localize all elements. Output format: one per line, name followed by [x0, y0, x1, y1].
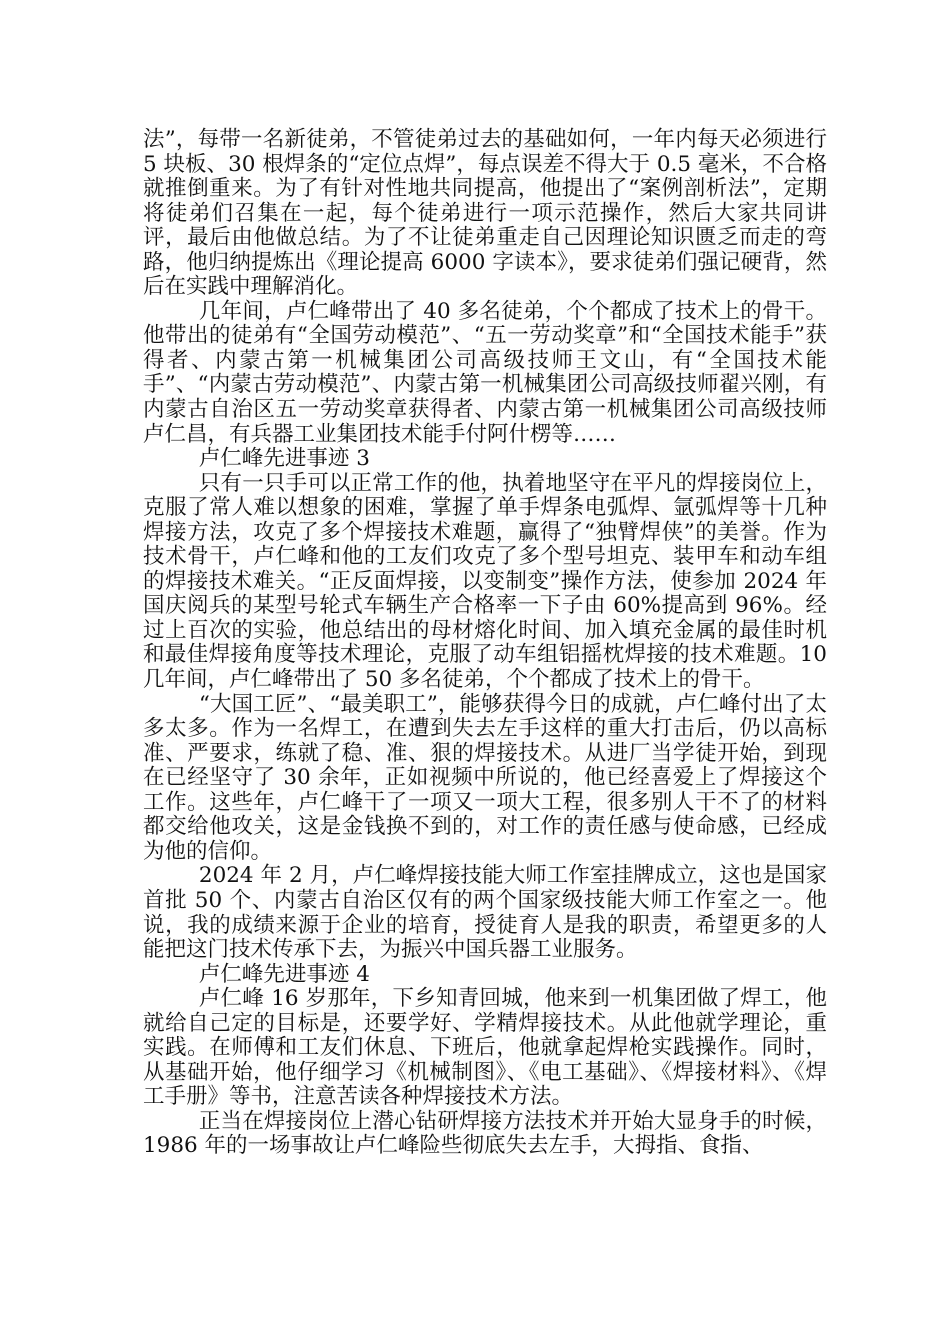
paragraph-1: 法”，每带一名新徒弟，不管徒弟过去的基础如何，一年内每天必须进行 5 块板、30 根焊条的“定位点焊”，每点误差不得大于 0.5 毫米，不合格就推倒重来。为了有针对性地共同提高，他提出了“案例剖析法”，定期将徒弟们召集在一起，每个徒弟进行一项示范操作，然后大家共同讲评，最后由他做总结。为了不让徒弟重走自己因理论知识匮乏而走的弯路，他归纳提炼出《理论提高 6000 字读本》，要求徒弟们强记硬背，然后在实践中理解消化。: [143, 127, 827, 300]
document-page: [143, 128, 827, 1159]
section-heading-4: 卢仁峰先进事迹 4: [198, 961, 370, 987]
paragraph-4: “大国工匠”、“最美职工”，能够获得今日的成就，卢仁峰付出了太多太多。作为一名焊工，在遭到失去左手这样的重大打击后，仍以高标准、严要求，练就了稳、准、狠的焊接技术。从进厂当学徒开始，到现在已经坚守了 30 余年，正如视频中所说的，他已经喜爱上了焊接这个工作。这些年，卢仁峰干了一项又一项大工程，很多别人干不了的材料都交给他攻关，这是金钱换不到的，对工作的责任感与使命感，已经成为他的信仰。: [143, 691, 827, 864]
paragraph-2: 几年间，卢仁峰带出了 40 多名徒弟，个个都成了技术上的骨干。他带出的徒弟有“全国劳动模范”、“五一劳动奖章”和“全国技术能手”获得者、内蒙古第一机械集团公司高级技师王文山，有“全国技术能手”、“内蒙古劳动模范”、内蒙古第一机械集团公司高级技师翟兴刚，有内蒙古自治区五一劳动奖章获得者、内蒙古第一机械集团公司高级技师卢仁昌，有兵器工业集团技术能手付阿什楞等……: [143, 298, 827, 447]
paragraph-5: 2024 年 2 月，卢仁峰焊接技能大师工作室挂牌成立，这也是国家首批 50 个、内蒙古自治区仅有的两个国家级技能大师工作室之一。他说，我的成绩来源于企业的培育，授徒育人是我的职责，希望更多的人能把这门技术传承下去，为振兴中国兵器工业服务。: [143, 863, 827, 963]
section-heading-3: 卢仁峰先进事迹 3: [198, 446, 370, 472]
paragraph-7: 正当在焊接岗位上潜心钻研焊接方法技术并开始大显身手的时候，1986 年的一场事故让卢仁峰险些彻底失去左手，大拇指、食指、: [143, 1108, 827, 1159]
paragraph-3: 只有一只手可以正常工作的他，执着地坚守在平凡的焊接岗位上，克服了常人难以想象的困难，掌握了单手焊条电弧焊、氩弧焊等十几种焊接方法，攻克了多个焊接技术难题，赢得了“独臂焊侠”的美誉。作为技术骨干，卢仁峰和他的工友们攻克了多个型号坦克、装甲车和动车组的焊接技术难关。“正反面焊接，以变制变”操作方法，使参加 2024 年国庆阅兵的某型号轮式车辆生产合格率一下子由 60%提高到 96%。经过上百次的实验，他总结出的母材熔化时间、加入填充金属的最佳时机和最佳焊接角度等技术理论，克服了动车组铝摇枕焊接的技术难题。10 几年间，卢仁峰带出了 50 多名徒弟，个个都成了技术上的骨干。: [143, 470, 827, 693]
paragraph-6: 卢仁峰 16 岁那年，下乡知青回城，他来到一机集团做了焊工，他就给自己定的目标是，还要学好、学精焊接技术。从此他就学理论，重实践。在师傅和工友们休息、下班后，他就拿起焊枪实践操作。同时，从基础开始，他仔细学习《机械制图》、《电工基础》、《焊接材料》、《焊工手册》等书，注意苦读各种焊接技术方法。: [143, 986, 827, 1110]
